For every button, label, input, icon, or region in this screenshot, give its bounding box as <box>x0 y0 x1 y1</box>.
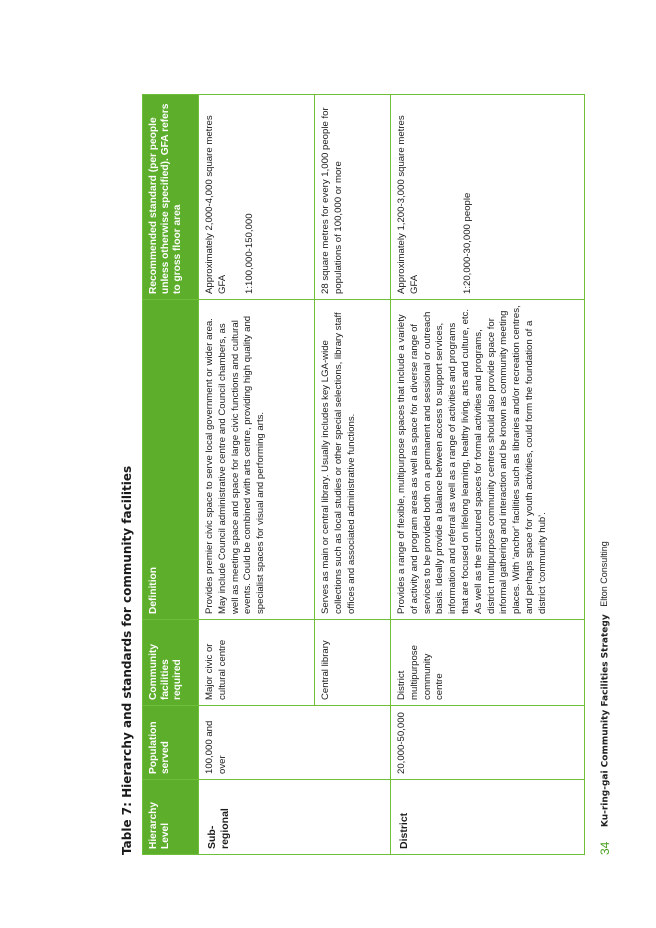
population-cell: 100,000 and over <box>199 706 391 780</box>
header-row <box>143 95 199 855</box>
level-cell: Sub-regional <box>199 780 391 855</box>
definition-cell: Serves as main or central library. Usually includes key LGA-wide collections such as local studies or other special selections, library staff offices and associated administrative functions. <box>315 300 391 620</box>
standard-ratio: 1:100,000-150,000 <box>243 213 255 294</box>
rotated-page <box>120 95 620 855</box>
facility-cell: District multipurpose community centre <box>391 620 585 706</box>
standard-gfa: Approximately 2,000-4,000 square metres GFA <box>204 115 228 294</box>
header-population-served: Population served <box>143 706 199 780</box>
standard-cell <box>199 95 315 300</box>
page-number: 34 <box>598 841 612 855</box>
standard-cell <box>391 95 585 300</box>
table-row <box>391 95 585 855</box>
definition-cell: Provides a range of flexible, multipurpose spaces that include a variety of activity and program areas as well as space for a diverse range of services to be provided both on a permanent and sessional or outreach basis. Ideally provide a balance between access to support services, information and referral as well as a range of activities and programs that are focused on lifelong learning, healthy living, arts and culture, etc. As well as the structured spaces for formal activities and programs, district multipurpose community centres should also provide space for informal gathering and interaction and be known as community meeting places. With 'anchor' facilities such as libraries and/or recreation centres, and perhaps space for youth activities, could form the foundation of a district 'community hub'. <box>391 300 585 620</box>
page-footer <box>598 541 612 855</box>
table-row <box>199 95 315 855</box>
header-hierarchy-level: Hierarchy Level <box>143 780 199 855</box>
standard-cell: 28 square metres for every 1,000 people for populations of 100,000 or more <box>315 95 391 300</box>
facility-cell: Central library <box>315 620 391 706</box>
header-recommended-standard: Recommended standard (per people unless otherwise specified). GFA refers to gross floor area <box>143 95 199 300</box>
facility-cell: Major civic or cultural centre <box>199 620 315 706</box>
author-name: Elton Consulting <box>599 541 610 607</box>
standard-ratio: 1:20,000-30,000 people <box>461 192 473 294</box>
header-community-facilities: Community facilities required <box>143 620 199 706</box>
header-definition: Definition <box>143 300 199 620</box>
standard-gfa: Approximately 1,200-3,000 square metres GFA <box>396 115 420 294</box>
facilities-table <box>142 94 585 855</box>
level-cell: District <box>391 780 585 855</box>
table-title: Table 7: Hierarchy and standards for community facilities <box>120 465 134 855</box>
population-cell: 20,000-50,000 <box>391 706 585 780</box>
definition-cell: Provides premier civic space to serve local government or wider area. May include Council administrative centre and Council chambers, as well as meeting space and space for large civic functions and cultural events. Could be combined with arts centre, providing high quality and specialist spaces for visual and performing arts. <box>199 300 315 620</box>
document-title: Ku-ring-gai Community Facilities Strategy <box>600 614 611 828</box>
